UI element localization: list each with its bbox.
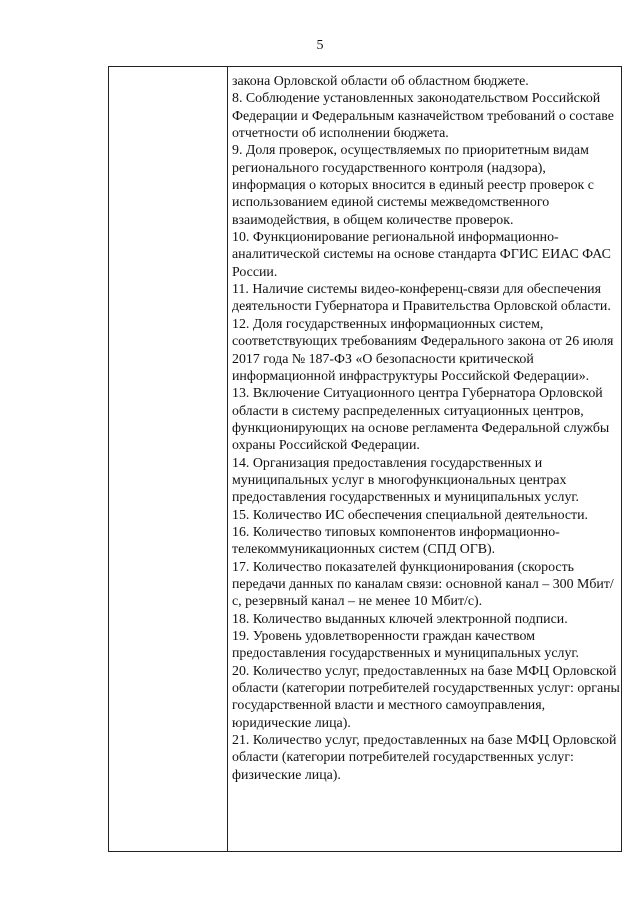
indicator-item: 11. Наличие системы видео-конференц-связи для обеспечения деятельности Губернатора и Правительства Орловской области. bbox=[232, 282, 611, 315]
indicators-cell bbox=[232, 73, 620, 784]
indicator-item: 21. Количество услуг, предоставленных на базе МФЦ Орловской области (категории потребителей государственных услуг: физические лица). bbox=[232, 733, 617, 783]
indicator-item: 15. Количество ИС обеспечения специальной деятельности. bbox=[232, 507, 589, 523]
indicator-item: 9. Доля проверок, осуществляемых по приоритетным видам регионального государственного контроля (надзора), информация о которых вносится в единый реестр проверок с использованием единой системы межведомственного взаимодействия, в общем количестве проверок. bbox=[232, 143, 594, 228]
indicator-item: 13. Включение Ситуационного центра Губернатора Орловской области в систему распределенных ситуационных центров, функционирующих на основе регламента Федеральной службы охраны Российской Федерации. bbox=[232, 386, 610, 454]
indicator-item: 20. Количество услуг, предоставленных на базе МФЦ Орловской области (категории потребителей государственных услуг: органы государственной власти и местного самоуправления, юридические лица). bbox=[232, 663, 620, 731]
indicator-item: 14. Организация предоставления государственных и муниципальных услуг в многофункциональных центрах предоставления государственных и муниципальных услуг. bbox=[232, 455, 579, 506]
indicator-item: закона Орловской области об областном бюджете. bbox=[232, 74, 529, 89]
indicator-item: 8. Соблюдение установленных законодательством Российской Федерации и Федеральным казначейством требований о составе отчетности об исполнении бюджета. bbox=[232, 91, 614, 142]
indicators-table bbox=[108, 66, 622, 852]
indicator-item: 17. Количество показателей функционирования (скорость передачи данных по каналам связи: основной канал – 300 Мбит/с, резервный канал – не менее 10 Мбит/с). bbox=[232, 559, 614, 610]
indicator-item: 19. Уровень удовлетворенности граждан качеством предоставления государственных и муниципальных услуг. bbox=[232, 629, 579, 662]
indicator-item: 10. Функционирование региональной информационно-аналитической системы на основе стандарта ФГИС ЕИАС ФАС России. bbox=[232, 230, 611, 280]
indicator-item: 16. Количество типовых компонентов информационно-телекоммуникационных систем (СПД ОГВ). bbox=[232, 524, 560, 558]
indicator-item: 12. Доля государственных информационных систем, соответствующих требованиям Федерального закона от 26 июля 2017 года № 187-ФЗ «О безопасности критической информационной инфраструктуры Российской Федерации». bbox=[232, 316, 614, 384]
column-divider bbox=[227, 67, 228, 851]
page-number: 5 bbox=[316, 38, 324, 53]
indicator-item: 18. Количество выданных ключей электронной подписи. bbox=[232, 611, 568, 627]
